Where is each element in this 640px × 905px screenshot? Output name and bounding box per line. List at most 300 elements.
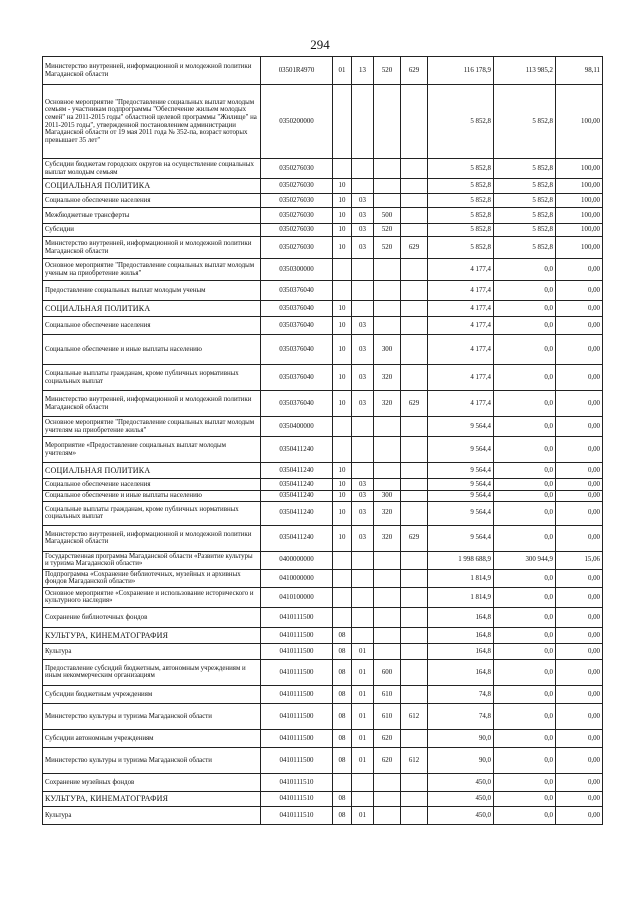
row-name: Субсидии автономным учреждениям [43,729,261,747]
ministry-code: 629 [401,57,428,85]
execution-percent: 0,00 [556,417,603,437]
budget-code: 0410000000 [261,569,333,587]
section-code: 10 [333,335,352,365]
ministry-code: 612 [401,747,428,773]
ministry-code [401,627,428,643]
table-row [43,208,603,224]
budget-code: 0350411240 [261,463,333,479]
budget-code: 0410111500 [261,685,333,703]
execution-percent: 0,00 [556,365,603,391]
planned-amount: 450,0 [428,773,494,791]
table-row [43,224,603,237]
ministry-code [401,194,428,208]
execution-percent: 0,00 [556,525,603,551]
row-name: Министерство внутренней, информационной и молодежной политики Магаданской области [43,391,261,417]
planned-amount: 5 852,8 [428,159,494,179]
execution-percent: 100,00 [556,224,603,237]
table-row [43,159,603,179]
expense-type: 520 [374,57,401,85]
expense-type [374,569,401,587]
ministry-code: 629 [401,391,428,417]
execution-percent: 0,00 [556,501,603,525]
expense-type [374,479,401,491]
row-name: Социальное обеспечение населения [43,479,261,491]
planned-amount: 5 852,8 [428,179,494,194]
table-row [43,437,603,463]
section-code [333,773,352,791]
execution-percent: 0,00 [556,627,603,643]
section-code: 10 [333,208,352,224]
planned-amount: 9 564,4 [428,463,494,479]
page-number: 294 [310,37,330,52]
ministry-code [401,365,428,391]
planned-amount: 4 177,4 [428,335,494,365]
expense-type: 610 [374,703,401,729]
expense-type [374,179,401,194]
expense-type: 620 [374,747,401,773]
subsection-code [352,417,374,437]
ministry-code [401,643,428,659]
actual-amount: 0,0 [494,747,556,773]
row-name: Социальное обеспечение и иные выплаты населению [43,491,261,502]
ministry-code [401,587,428,607]
row-name: Министерство внутренней, информационной и молодежной политики Магаданской области [43,57,261,85]
row-name: Межбюджетные трансферты [43,208,261,224]
budget-code: 0350376040 [261,335,333,365]
expense-type [374,791,401,806]
ministry-code [401,159,428,179]
budget-code: 03501R4970 [261,57,333,85]
budget-code: 0350276030 [261,194,333,208]
section-code [333,85,352,159]
execution-percent: 0,00 [556,335,603,365]
planned-amount: 164,8 [428,643,494,659]
section-code: 10 [333,479,352,491]
subsection-code: 01 [352,643,374,659]
execution-percent: 0,00 [556,791,603,806]
subsection-code: 03 [352,479,374,491]
subsection-code [352,587,374,607]
planned-amount: 5 852,8 [428,208,494,224]
section-code: 08 [333,659,352,685]
subsection-code: 03 [352,501,374,525]
planned-amount: 9 564,4 [428,479,494,491]
row-name: Основное мероприятие "Предоставление социальных выплат молодым учителям на приобретение жилья" [43,417,261,437]
table-row [43,791,603,806]
section-code: 08 [333,627,352,643]
budget-code: 0410111500 [261,659,333,685]
section-code: 08 [333,806,352,824]
actual-amount: 5 852,8 [494,194,556,208]
subsection-code: 03 [352,208,374,224]
row-name: Министерство внутренней, информационной и молодежной политики Магаданской области [43,237,261,259]
subsection-code [352,179,374,194]
table-row [43,317,603,335]
planned-amount: 1 998 688,9 [428,551,494,569]
ministry-code [401,417,428,437]
section-code: 10 [333,317,352,335]
table-row [43,259,603,281]
subsection-code: 01 [352,806,374,824]
subsection-code [352,627,374,643]
budget-code: 0350200000 [261,85,333,159]
execution-percent: 0,00 [556,463,603,479]
actual-amount: 0,0 [494,627,556,643]
planned-amount: 5 852,8 [428,224,494,237]
table-row [43,569,603,587]
actual-amount: 0,0 [494,501,556,525]
subsection-code: 03 [352,391,374,417]
row-name: Министерство культуры и туризма Магаданской области [43,747,261,773]
ministry-code [401,85,428,159]
execution-percent: 0,00 [556,703,603,729]
planned-amount: 9 564,4 [428,437,494,463]
row-name: Социальные выплаты гражданам, кроме публичных нормативных социальных выплат [43,501,261,525]
budget-code: 0350276030 [261,179,333,194]
row-name: Основное мероприятие "Предоставление социальных выплат молодым ученым на приобретение жилья" [43,259,261,281]
section-code: 10 [333,525,352,551]
table-row [43,501,603,525]
expense-type: 600 [374,659,401,685]
table-row [43,659,603,685]
actual-amount: 0,0 [494,365,556,391]
section-code [333,159,352,179]
table-row [43,773,603,791]
actual-amount: 0,0 [494,417,556,437]
actual-amount: 0,0 [494,317,556,335]
planned-amount: 164,8 [428,659,494,685]
actual-amount: 0,0 [494,685,556,703]
section-code [333,437,352,463]
execution-percent: 15,06 [556,551,603,569]
section-code [333,587,352,607]
table-row [43,194,603,208]
ministry-code [401,659,428,685]
section-code [333,607,352,627]
ministry-code [401,463,428,479]
section-code [333,281,352,301]
budget-code: 0410111510 [261,806,333,824]
table-row [43,463,603,479]
ministry-code [401,224,428,237]
subsection-code: 03 [352,237,374,259]
section-code: 10 [333,301,352,317]
ministry-code [401,437,428,463]
subsection-code: 03 [352,335,374,365]
planned-amount: 4 177,4 [428,391,494,417]
ministry-code: 612 [401,703,428,729]
planned-amount: 4 177,4 [428,365,494,391]
expense-type: 500 [374,208,401,224]
actual-amount: 0,0 [494,773,556,791]
ministry-code [401,551,428,569]
planned-amount: 5 852,8 [428,85,494,159]
budget-code: 0410111500 [261,747,333,773]
planned-amount: 9 564,4 [428,525,494,551]
expense-type [374,317,401,335]
subsection-code: 01 [352,729,374,747]
section-code: 10 [333,179,352,194]
expense-type [374,627,401,643]
ministry-code [401,208,428,224]
table-row [43,301,603,317]
section-code [333,551,352,569]
table-row [43,551,603,569]
subsection-code: 03 [352,365,374,391]
row-name: КУЛЬТУРА, КИНЕМАТОГРАФИЯ [43,791,261,806]
section-code: 10 [333,237,352,259]
budget-code: 0350376040 [261,365,333,391]
table-row [43,491,603,502]
subsection-code: 01 [352,747,374,773]
budget-code: 0350276030 [261,159,333,179]
planned-amount: 1 814,9 [428,587,494,607]
budget-code: 0410111510 [261,773,333,791]
actual-amount: 0,0 [494,479,556,491]
expense-type [374,417,401,437]
ministry-code [401,259,428,281]
subsection-code [352,463,374,479]
execution-percent: 0,00 [556,281,603,301]
execution-percent: 0,00 [556,587,603,607]
actual-amount: 0,0 [494,525,556,551]
row-name: Социальное обеспечение населения [43,317,261,335]
ministry-code [401,806,428,824]
execution-percent: 100,00 [556,194,603,208]
row-name: Культура [43,643,261,659]
ministry-code [401,479,428,491]
subsection-code [352,85,374,159]
expense-type: 610 [374,685,401,703]
budget-code: 0350276030 [261,224,333,237]
ministry-code [401,569,428,587]
section-code: 08 [333,703,352,729]
expense-type [374,301,401,317]
planned-amount: 164,8 [428,627,494,643]
expense-type [374,587,401,607]
subsection-code: 01 [352,685,374,703]
execution-percent: 98,11 [556,57,603,85]
ministry-code: 629 [401,525,428,551]
budget-table [42,56,603,825]
execution-percent: 0,00 [556,643,603,659]
budget-code: 0350411240 [261,479,333,491]
budget-code: 0410111500 [261,703,333,729]
actual-amount: 0,0 [494,391,556,417]
table-row [43,179,603,194]
section-code: 08 [333,643,352,659]
actual-amount: 5 852,8 [494,85,556,159]
actual-amount: 0,0 [494,463,556,479]
section-code: 10 [333,463,352,479]
row-name: Сохранение библиотечных фондов [43,607,261,627]
actual-amount: 0,0 [494,806,556,824]
table-row [43,57,603,85]
planned-amount: 74,8 [428,685,494,703]
table-row [43,627,603,643]
ministry-code [401,301,428,317]
budget-code: 0350300000 [261,259,333,281]
ministry-code [401,791,428,806]
row-name: Министерство внутренней, информационной и молодежной политики Магаданской области [43,525,261,551]
subsection-code: 01 [352,659,374,685]
execution-percent: 0,00 [556,659,603,685]
actual-amount: 0,0 [494,437,556,463]
expense-type: 620 [374,729,401,747]
execution-percent: 100,00 [556,179,603,194]
subsection-code [352,607,374,627]
expense-type: 320 [374,501,401,525]
budget-code: 0410111500 [261,627,333,643]
expense-type: 300 [374,335,401,365]
expense-type [374,773,401,791]
execution-percent: 0,00 [556,685,603,703]
section-code: 10 [333,491,352,502]
actual-amount: 5 852,8 [494,179,556,194]
expense-type [374,259,401,281]
section-code: 10 [333,365,352,391]
section-code: 10 [333,501,352,525]
row-name: Подпрограмма «Сохранение библиотечных, музейных и архивных фондов Магаданской области» [43,569,261,587]
actual-amount: 5 852,8 [494,224,556,237]
expense-type: 300 [374,491,401,502]
section-code: 08 [333,791,352,806]
row-name: Культура [43,806,261,824]
row-name: СОЦИАЛЬНАЯ ПОЛИТИКА [43,301,261,317]
subsection-code [352,773,374,791]
table-row [43,643,603,659]
actual-amount: 0,0 [494,491,556,502]
actual-amount: 0,0 [494,607,556,627]
ministry-code [401,179,428,194]
row-name: Предоставление субсидий бюджетным, автономным учреждениям и иным некоммерческим организациям [43,659,261,685]
subsection-code: 03 [352,525,374,551]
table-row [43,281,603,301]
ministry-code [401,729,428,747]
expense-type: 320 [374,365,401,391]
row-name: Министерство культуры и туризма Магаданской области [43,703,261,729]
row-name: Основное мероприятие «Сохранение и использование исторического и культурного наследия» [43,587,261,607]
execution-percent: 0,00 [556,479,603,491]
row-name: Субсидии бюджетным учреждениям [43,685,261,703]
section-code [333,569,352,587]
subsection-code: 03 [352,317,374,335]
row-name: Социальное обеспечение населения [43,194,261,208]
budget-code: 0350276030 [261,237,333,259]
table-row [43,365,603,391]
section-code: 10 [333,391,352,417]
subsection-code [352,437,374,463]
subsection-code [352,791,374,806]
actual-amount: 5 852,8 [494,159,556,179]
budget-code: 0350276030 [261,208,333,224]
budget-code: 0350376040 [261,281,333,301]
planned-amount: 90,0 [428,729,494,747]
planned-amount: 164,8 [428,607,494,627]
row-name: КУЛЬТУРА, КИНЕМАТОГРАФИЯ [43,627,261,643]
ministry-code [401,491,428,502]
budget-code: 0350376040 [261,301,333,317]
budget-code: 0350376040 [261,391,333,417]
execution-percent: 0,00 [556,391,603,417]
row-name: Мероприятие «Предоставление социальных выплат молодым учителям» [43,437,261,463]
expense-type [374,643,401,659]
row-name: Основное мероприятие "Предоставление социальных выплат молодым семьям - участникам подпрограммы "Обеспечение жильем молодых семей" на 2011-2015 годы" областной целевой программы "Жилище" на 2011-2015 годы", утвержденной постановлением администрации Магаданской области от 19 мая 2011 года № 352-па, возраст которых превышает 35 лет" [43,85,261,159]
row-name: Предоставление социальных выплат молодым ученым [43,281,261,301]
planned-amount: 74,8 [428,703,494,729]
execution-percent: 0,00 [556,806,603,824]
table-row [43,85,603,159]
subsection-code: 03 [352,194,374,208]
actual-amount: 300 944,9 [494,551,556,569]
planned-amount: 90,0 [428,747,494,773]
expense-type: 320 [374,525,401,551]
actual-amount: 0,0 [494,659,556,685]
row-name: Субсидии [43,224,261,237]
execution-percent: 0,00 [556,569,603,587]
planned-amount: 4 177,4 [428,259,494,281]
budget-code: 0410111500 [261,643,333,659]
table-row [43,747,603,773]
actual-amount: 0,0 [494,335,556,365]
table-row [43,417,603,437]
budget-code: 0350411240 [261,491,333,502]
expense-type [374,806,401,824]
table-row [43,607,603,627]
execution-percent: 100,00 [556,159,603,179]
actual-amount: 0,0 [494,729,556,747]
planned-amount: 9 564,4 [428,501,494,525]
planned-amount: 4 177,4 [428,281,494,301]
planned-amount: 450,0 [428,806,494,824]
execution-percent: 100,00 [556,237,603,259]
planned-amount: 5 852,8 [428,237,494,259]
execution-percent: 0,00 [556,747,603,773]
expense-type: 520 [374,224,401,237]
actual-amount: 113 985,2 [494,57,556,85]
subsection-code [352,551,374,569]
expense-type [374,194,401,208]
execution-percent: 0,00 [556,437,603,463]
table-row [43,729,603,747]
actual-amount: 0,0 [494,569,556,587]
table-body [43,57,603,825]
ministry-code [401,501,428,525]
subsection-code [352,569,374,587]
planned-amount: 9 564,4 [428,491,494,502]
execution-percent: 0,00 [556,607,603,627]
subsection-code [352,159,374,179]
row-name: Субсидии бюджетам городских округов на осуществление социальных выплат молодым семьям [43,159,261,179]
planned-amount: 4 177,4 [428,317,494,335]
table-row [43,479,603,491]
section-code [333,417,352,437]
section-code: 10 [333,194,352,208]
row-name: СОЦИАЛЬНАЯ ПОЛИТИКА [43,463,261,479]
expense-type [374,607,401,627]
actual-amount: 0,0 [494,301,556,317]
subsection-code: 03 [352,224,374,237]
expense-type [374,85,401,159]
ministry-code [401,335,428,365]
budget-code: 0350411240 [261,525,333,551]
budget-code: 0410111510 [261,791,333,806]
row-name: СОЦИАЛЬНАЯ ПОЛИТИКА [43,179,261,194]
table-row [43,685,603,703]
row-name: Сохранение музейных фондов [43,773,261,791]
planned-amount: 5 852,8 [428,194,494,208]
expense-type [374,159,401,179]
